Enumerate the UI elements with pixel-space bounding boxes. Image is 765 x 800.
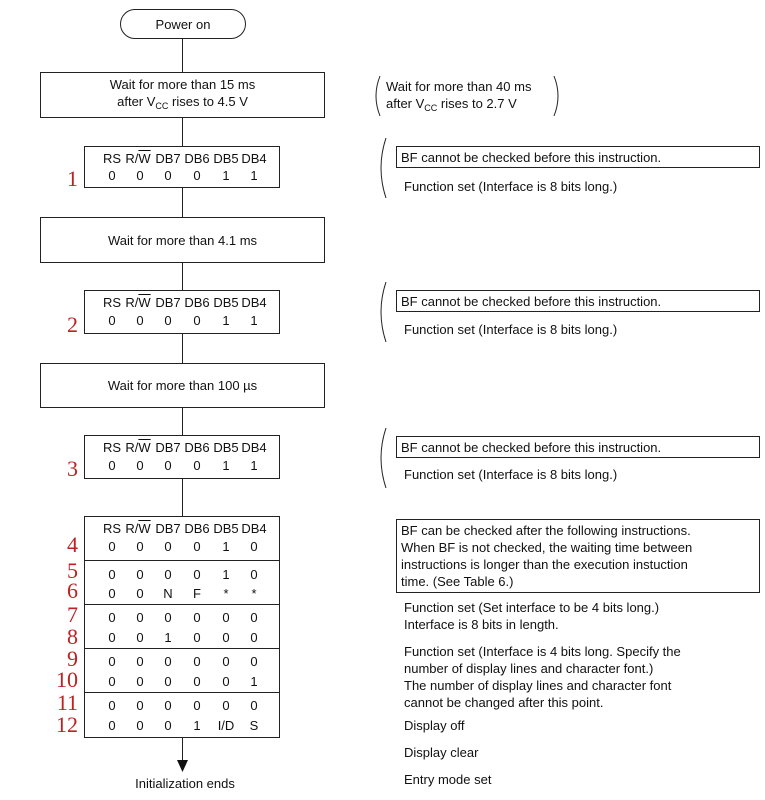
- display-off-note: Display off: [404, 718, 465, 733]
- step-number-7: 7: [67, 602, 78, 627]
- instruction-box-1: RS $R/\overline{W}$ DB7 DB6 DB5 DB4 0 0 0 0 1 1: [84, 146, 280, 188]
- function-set-note-2: Function set (Interface is 8 bits long.): [404, 322, 618, 337]
- step-number-6: 6: [67, 578, 78, 603]
- end-label: Initialization ends: [135, 776, 235, 791]
- step-number-5: 5: [67, 558, 78, 583]
- wait-40ms-line1: Wait for more than 40 ms: [386, 79, 532, 94]
- hdr-db7: DB7: [155, 151, 181, 166]
- function-set-note-3: Function set (Interface is 8 bits long.): [404, 467, 618, 482]
- display-clear-note: Display clear: [404, 745, 479, 760]
- instruction-box-2: RS $R/\overline{W}$ DB7 DB6 DB5 DB4 0 0 0 0 1 1: [84, 290, 280, 334]
- wait-15ms-line1: Wait for more than 15 ms: [109, 76, 256, 92]
- start-label: Power on: [155, 16, 211, 32]
- hdr-rw: $R/\overline{W}$: [125, 151, 151, 166]
- bf-cannot-note-3: BF cannot be checked before this instruction.: [396, 436, 760, 458]
- wait-4ms-label: Wait for more than 4.1 ms: [107, 232, 258, 248]
- wait-100us-label: Wait for more than 100 µs: [107, 378, 258, 393]
- step-number-3: 3: [67, 456, 78, 481]
- bf-can-note: BF can be checked after the following instructions. When BF is not checked, the waiting time between instructions is longer than the execution instuction time. (See Table 6.): [396, 519, 760, 593]
- bf-cannot-note-1: BF cannot be checked before this instruction.: [396, 146, 760, 168]
- instruction-box-4-12: RS $R/\overline{W}$ DB7 DB6 DB5 DB4 0 0 0 0 1 0 0 0 0 0 1 0 0 0 N F * * 0 0 0 0 0 0 0 0 1 0 0 0 0 0 0 0 0 0 0 0 0 0 0 1 0 0 0 0 0 0 0 0 0 1 I/D S: [84, 516, 280, 738]
- instruction-box-3: RS $R/\overline{W}$ DB7 DB6 DB5 DB4 0 0 0 0 1 1: [84, 435, 280, 479]
- bf-cannot-note-2: BF cannot be checked before this instruction.: [396, 290, 760, 312]
- hdr-db6: DB6: [184, 151, 210, 166]
- step-number-1: 1: [67, 166, 78, 191]
- function-set-note-1: Function set (Interface is 8 bits long.): [404, 179, 618, 194]
- function-set-4bit-note: Function set (Set interface to be 4 bits long.) Interface is 8 bits in length.: [404, 600, 660, 632]
- step-number-9: 9: [67, 646, 78, 671]
- function-set-lines-note: Function set (Interface is 4 bits long. Specify the number of display lines and character font.) The number of display lines and character font cannot be changed after this point.: [404, 644, 681, 710]
- entry-mode-note: Entry mode set: [404, 772, 492, 787]
- hdr-db4: DB4: [241, 151, 267, 166]
- step-number-12: 12: [56, 712, 78, 737]
- wait-40ms-line2: after $V_{CC}$ rises to 2.7 V: [386, 96, 517, 113]
- step-number-11: 11: [56, 690, 78, 715]
- step-number-8: 8: [67, 624, 78, 649]
- step-number-4: 4: [67, 532, 78, 557]
- hdr-db5: DB5: [213, 151, 239, 166]
- step-number-2: 2: [67, 312, 78, 337]
- wait-15ms-line2: after $V_{CC}$ rises to 4.5 V: [117, 93, 248, 111]
- step-number-10: 10: [56, 667, 78, 692]
- hdr-rs: RS: [102, 151, 122, 166]
